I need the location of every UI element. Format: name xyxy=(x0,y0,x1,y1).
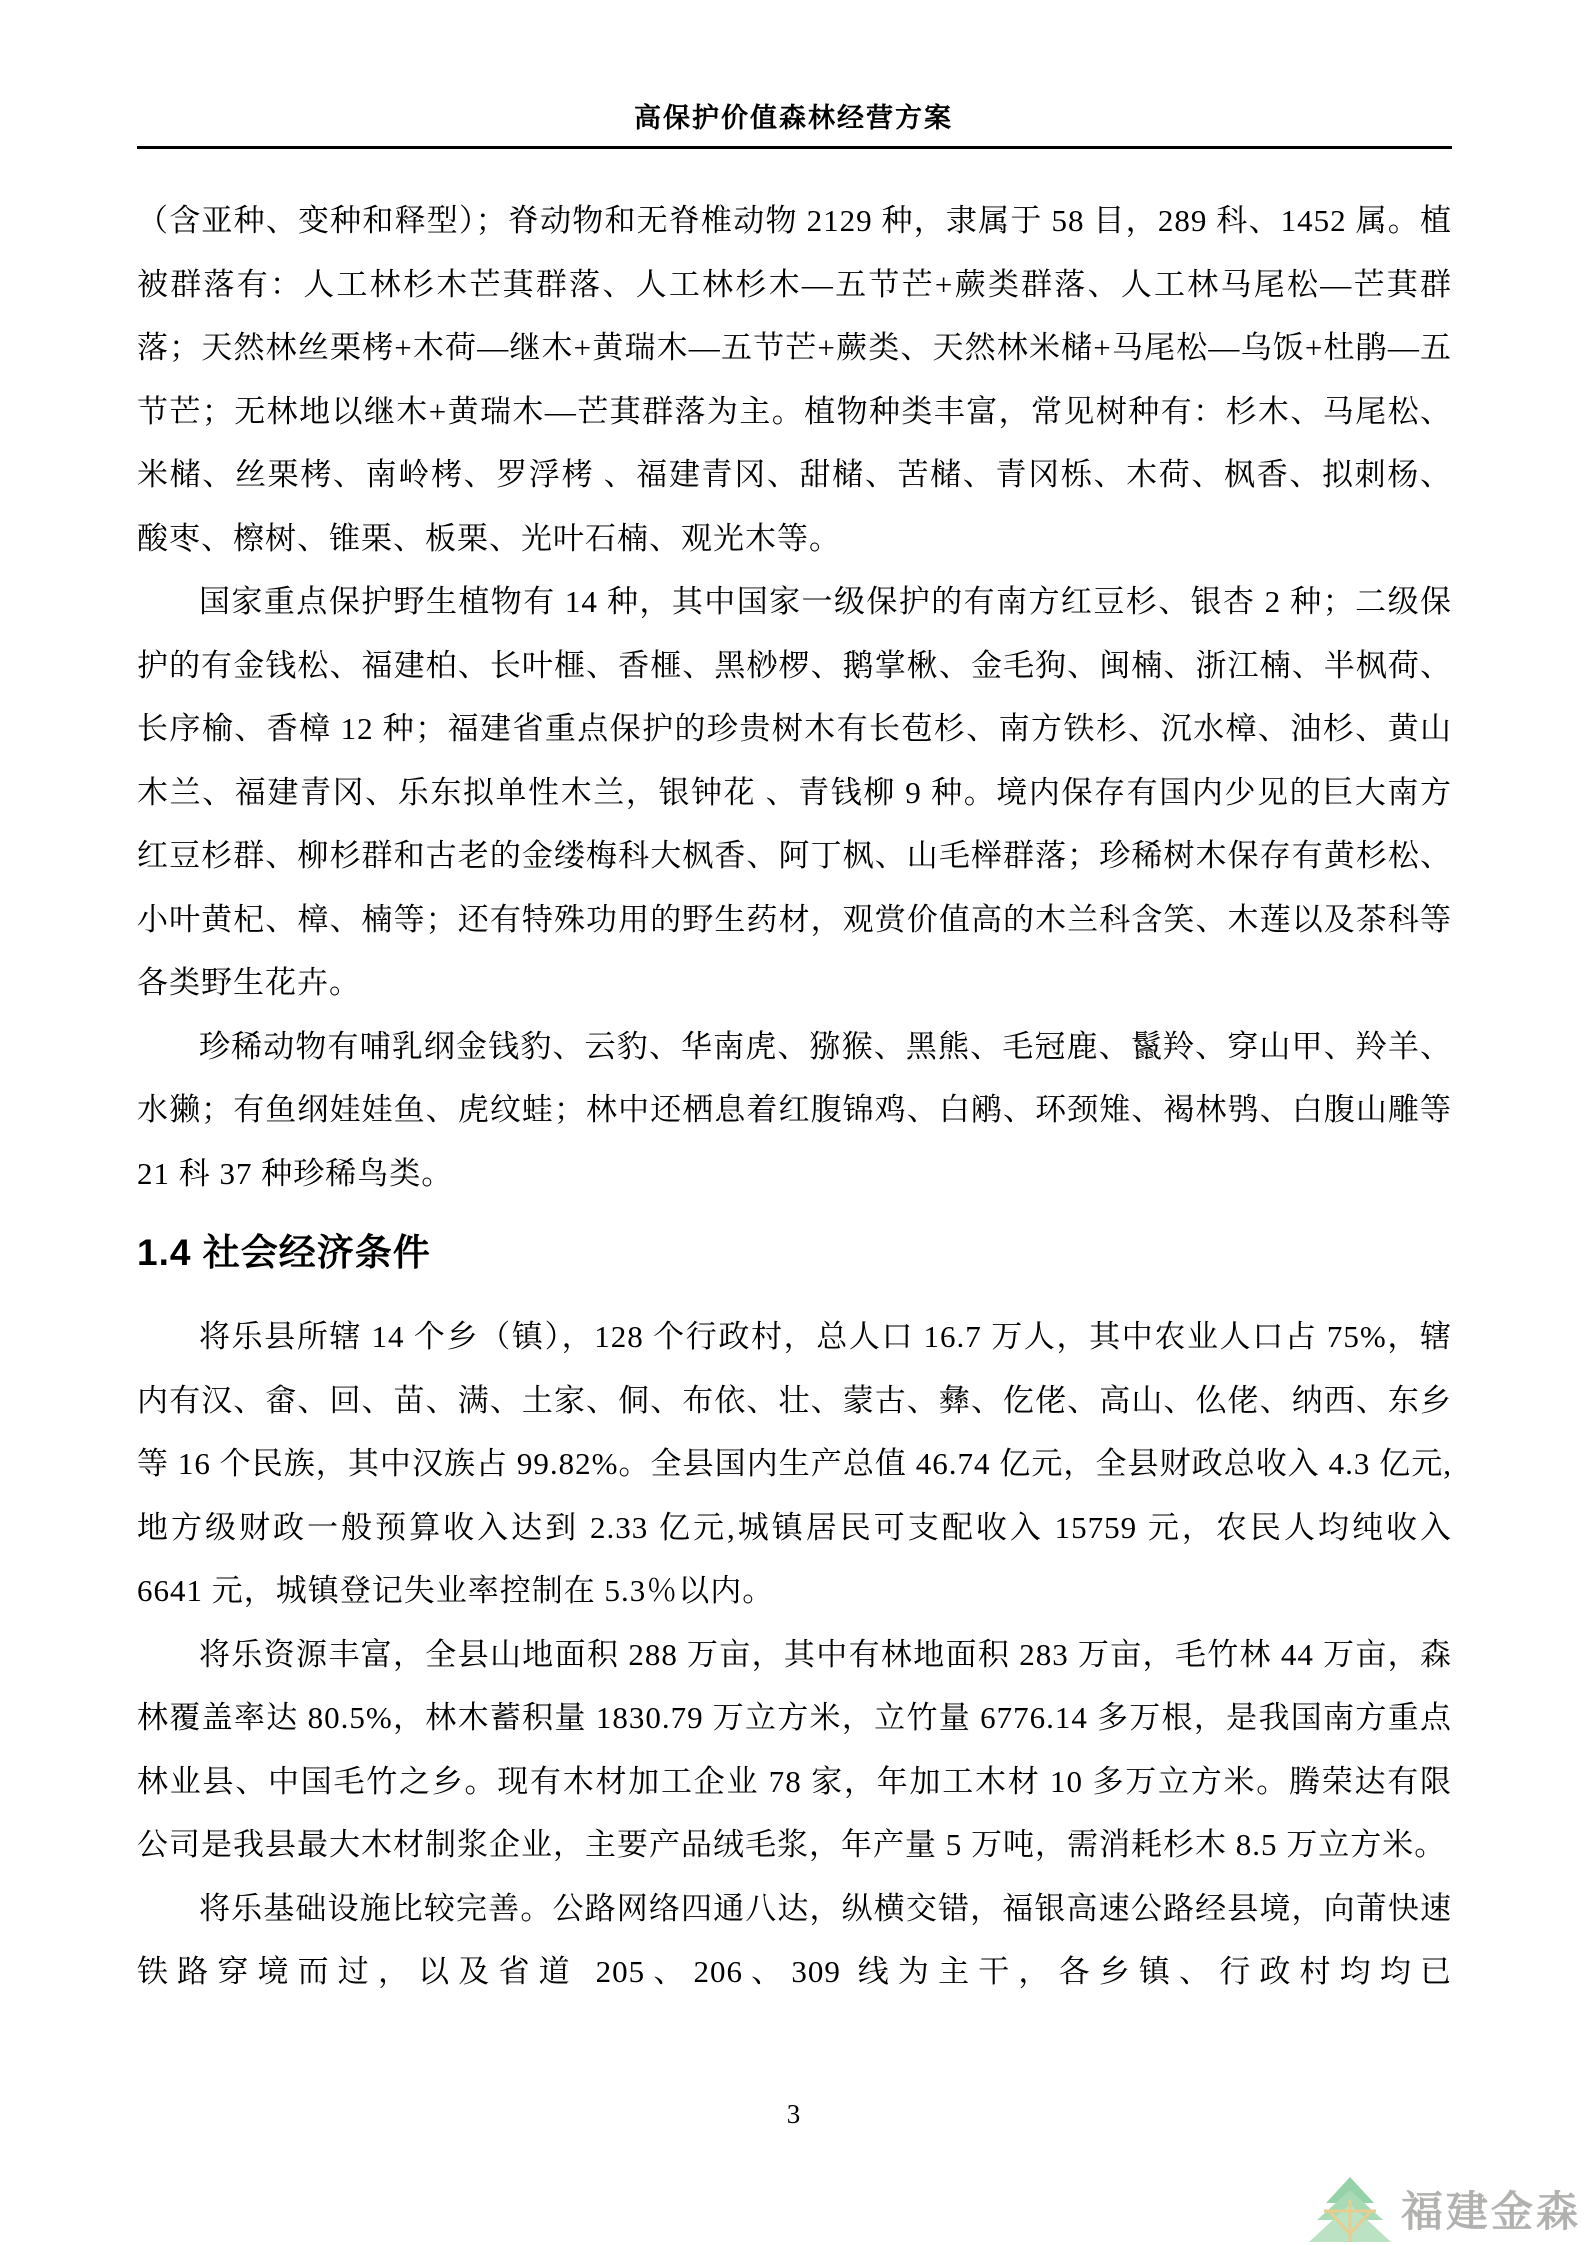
company-logo-tree-icon xyxy=(1309,2176,1391,2245)
page-header-title: 高保护价值森林经营方案 xyxy=(634,103,953,133)
company-logo xyxy=(1309,2176,1581,2245)
paragraph-forest-resources: 将乐资源丰富，全县山地面积 288 万亩，其中有林地面积 283 万亩，毛竹林 44 万亩，森林覆盖率达 80.5%，林木蓄积量 1830.79 万立方米，立竹量 6776.14 多万根，是我国南方重点林业县、中国毛竹之乡。现有木材加工企业 78 家，年加工木材 10 多万立方米。腾荣达有限公司是我县最大木材制浆企业，主要产品绒毛浆，年产量 5 万吨，需消耗杉木 8.5 万立方米。 xyxy=(137,1636,1452,1862)
page-number: 3 xyxy=(786,2099,801,2129)
paragraph-protected-plants: 国家重点保护野生植物有 14 种，其中国家一级保护的有南方红豆杉、银杏 2 种；二级保护的有金钱松、福建柏、长叶榧、香榧、黑桫椤、鹅掌楸、金毛狗、闽楠、浙江楠、半枫荷、长序榆、香樟 12 种；福建省重点保护的珍贵树木有长苞杉、南方铁杉、沉水樟、油杉、黄山木兰、福建青冈、乐东拟单性木兰，银钟花 、青钱柳 9 种。境内保存有国内少见的巨大南方红豆杉群、柳杉群和古老的金缕梅科大枫香、阿丁枫、山毛榉群落；珍稀树木保存有黄杉松、小叶黄杞、樟、楠等；还有特殊功用的野生药材，观赏价值高的木兰科含笑、木莲以及茶科等各类野生花卉。 xyxy=(137,584,1452,1000)
paragraph-rare-animals: 珍稀动物有哺乳纲金钱豹、云豹、华南虎、猕猴、黑熊、毛冠鹿、鬣羚、穿山甲、羚羊、水獭；有鱼纲娃娃鱼、虎纹蛙；林中还栖息着红腹锦鸡、白鹇、环颈雉、褐林鸮、白腹山雕等 21 科 37 种珍稀鸟类。 xyxy=(137,1028,1452,1191)
page-header xyxy=(0,0,1587,149)
section-heading-socioeconomic: 1.4 社会经济条件 xyxy=(137,1232,431,1273)
paragraph-species-overview: （含亚种、变种和释型）；脊动物和无脊椎动物 2129 种，隶属于 58 目，289 科、1452 属。植被群落有：人工林杉木芒萁群落、人工林杉木—五节芒+蕨类群落、人工林马尾松—芒萁群落；天然林丝栗栲+木荷—继木+黄瑞木—五节芒+蕨类、天然林米槠+马尾松—乌饭+杜鹃—五节芒；无林地以继木+黄瑞木—芒萁群落为主。植物种类丰富，常见树种有：杉木、马尾松、米槠、丝栗栲、南岭栲、罗浮栲 、福建青冈、甜槠、苦槠、青冈栎、木荷、枫香、拟刺杨、酸枣、檫树、锥栗、板栗、光叶石楠、观光木等。 xyxy=(137,203,1452,556)
paragraph-county-population: 将乐县所辖 14 个乡（镇），128 个行政村，总人口 16.7 万人，其中农业人口占 75%，辖内有汉、畲、回、苗、满、土家、侗、布依、壮、蒙古、彝、仡佬、高山、仫佬、纳西、东乡等 16 个民族，其中汉族占 99.82%。全县国内生产总值 46.74 亿元，全县财政总收入 4.3 亿元,地方级财政一般预算收入达到 2.33 亿元,城镇居民可支配收入 15759 元，农民人均纯收入 6641 元，城镇登记失业率控制在 5.3％以内。 xyxy=(137,1319,1452,1608)
document-body xyxy=(137,149,1452,2004)
paragraph-infrastructure: 将乐基础设施比较完善。公路网络四通八达，纵横交错，福银高速公路经县境，向莆快速铁路穿境而过，以及省道 205、206、309 线为主干，各乡镇、行政村均均已 xyxy=(137,1890,1452,1989)
company-logo-text: 福建金森 xyxy=(1400,2187,1581,2235)
